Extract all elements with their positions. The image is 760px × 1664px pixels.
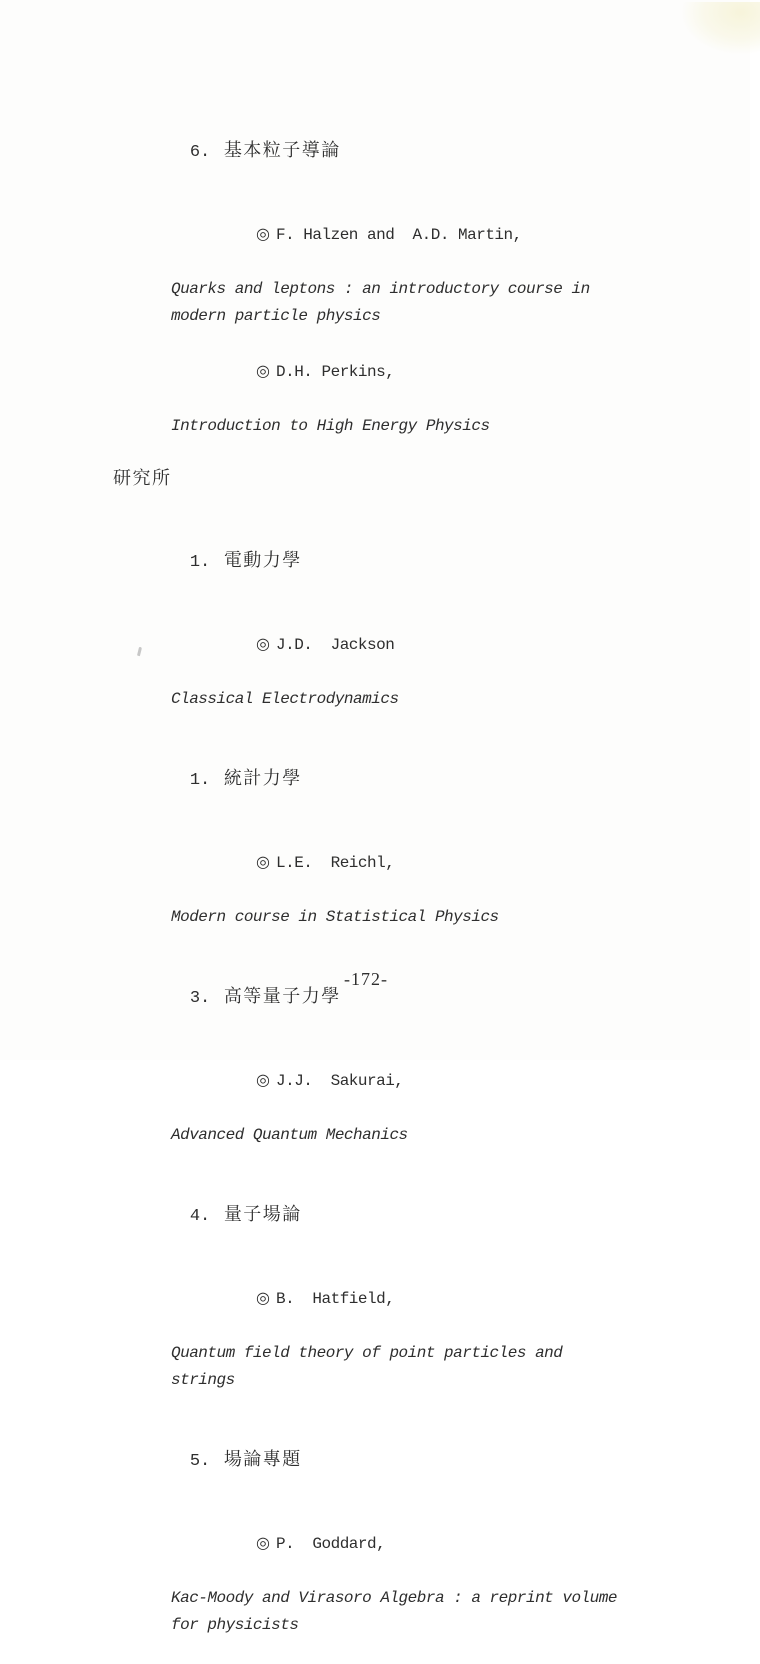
course-number: 1. [189, 553, 211, 572]
book-title-line: Advanced Quantum Mechanics [171, 1126, 408, 1144]
course-header [113, 520, 673, 603]
book-entry [165, 603, 673, 713]
course-number: 1. [189, 771, 211, 790]
course-section-particle-intro [113, 110, 673, 440]
book-title-line: strings [171, 1371, 235, 1389]
course-header [113, 738, 673, 821]
course-title: 量子場論 [223, 1204, 302, 1224]
bullseye-bullet-icon: ◎ [256, 224, 270, 243]
book-author-line [165, 1502, 673, 1585]
book-author: B. Hatfield, [275, 1290, 395, 1308]
book-entry [165, 330, 673, 440]
course-header [113, 1174, 673, 1257]
bullseye-bullet-icon: ◎ [256, 1533, 270, 1552]
book-author: D.H. Perkins, [275, 363, 395, 381]
book-entry [165, 1257, 673, 1394]
book-author-line [165, 1257, 673, 1340]
bullseye-bullet-icon: ◎ [256, 634, 270, 653]
book-author: J.J. Sakurai, [275, 1072, 404, 1090]
bullseye-bullet-icon: ◎ [256, 1070, 270, 1089]
course-title: 基本粒子導論 [223, 140, 341, 160]
book-author-line [165, 603, 673, 686]
course-header [113, 1419, 673, 1502]
page-number: -172- [344, 969, 388, 989]
book-author-line [165, 193, 673, 276]
course-title: 統計力學 [223, 768, 302, 788]
course-section-field-theory-topics [113, 1419, 673, 1639]
book-author: J.D. Jackson [275, 636, 395, 654]
reading-list [113, 110, 673, 1664]
course-title: 高等量子力學 [223, 986, 341, 1006]
course-section-electrodynamics [113, 520, 673, 713]
book-title-line: Quarks and leptons : an introductory course in [171, 280, 590, 298]
scan-corner-smudge [682, 2, 760, 54]
course-number: 6. [189, 143, 211, 162]
book-title-line: modern particle physics [171, 307, 381, 325]
course-header [113, 110, 673, 193]
course-section-statistical-mechanics [113, 738, 673, 931]
book-entry [165, 821, 673, 931]
book-title-line: Classical Electrodynamics [171, 690, 399, 708]
bullseye-bullet-icon: ◎ [256, 852, 270, 871]
course-number: 4. [189, 1207, 211, 1226]
book-title-line: Modern course in Statistical Physics [171, 908, 499, 926]
course-title: 電動力學 [223, 550, 302, 570]
course-number: 5. [189, 1452, 211, 1471]
book-title-line: Quantum field theory of point particles and [171, 1344, 563, 1362]
book-title-line: Kac-Moody and Virasoro Algebra : a reprint volume [171, 1589, 617, 1607]
book-author: P. Goddard, [275, 1535, 386, 1553]
bullseye-bullet-icon: ◎ [256, 1288, 270, 1307]
book-author: F. Halzen and A.D. Martin, [275, 226, 522, 244]
book-author: L.E. Reichl, [275, 854, 395, 872]
book-author-line [165, 330, 673, 413]
course-section-qft [113, 1174, 673, 1394]
course-number: 3. [189, 989, 211, 1008]
book-title-line: for physicists [171, 1616, 299, 1634]
book-author-line [165, 1039, 673, 1122]
book-entry [165, 1039, 673, 1149]
graduate-school-heading: 研究所 [113, 468, 172, 488]
course-title: 場論專題 [223, 1449, 302, 1469]
book-author-line [165, 821, 673, 904]
book-title-line: Introduction to High Energy Physics [171, 417, 490, 435]
bullseye-bullet-icon: ◎ [256, 361, 270, 380]
book-entry [165, 1502, 673, 1639]
book-entry [165, 193, 673, 330]
